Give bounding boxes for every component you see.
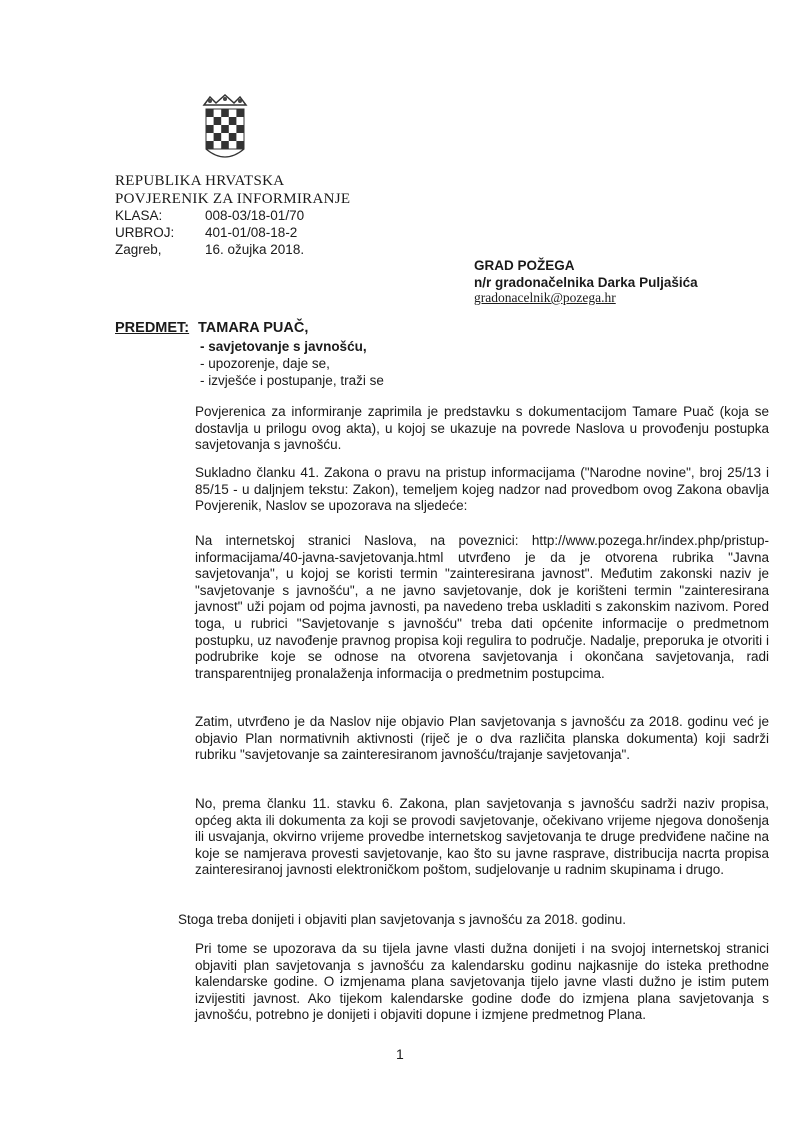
recipient-email[interactable]: gradonacelnik@pozega.hr [474,290,616,305]
urbroj-value: 401-01/08-18-2 [205,225,298,240]
meta-date [115,242,304,257]
date-value: 16. ožujka 2018. [205,242,305,257]
letterhead-country: REPUBLIKA HRVATSKA [115,173,285,189]
subject-line-3: - izvješće i postupanje, traži se [200,373,384,388]
paragraph-6: Stoga treba donijeti i objaviti plan savjetovanja s javnošću za 2018. godinu. [177,912,627,927]
paragraph-4: Zatim, utvrđeno je da Naslov nije objavio Plan savjetovanja s javnošću za 2018. godinu već je objavio Plan normativnih aktivnosti (riječ je o dva različita planska dokumenta) koji sadrži rubriku "savjetovanje sa zainteresiranom javnošću/trajanje savjetovanja". [195,714,769,763]
coat-of-arms-icon [200,93,250,161]
place-label: Zagreb, [115,242,162,257]
meta-klasa [115,208,304,223]
page-number: 1 [396,1046,404,1062]
subject-title: TAMARA PUAČ, [198,320,309,336]
subject-line-1: - savjetovanje s javnošću, [200,339,367,354]
paragraph-3: Na internetskoj stranici Naslova, na poveznici: http://www.pozega.hr/index.php/pristup-informacijama/40-javna-savjetovanja.html utvrđeno je da je otvorena rubrika "Javna savjetovanja", u kojoj se koristi termin "zainteresirana javnost". Međutim zakonski naziv je "savjetovanje s javnošću", a ne javno savjetovanje, dok je korišteni termin "zainteresirana javnost" uži pojam od pojma javnosti, pa navedeno treba uskladiti s zakonskim nazivom. Pored toga, u rubrici "Savjetovanje s javnošću" treba dati općenite informacije o predmetnom postupku, uz navođenje pravnog propisa koji regulira to područje. Nadalje, preporuka je otvoriti i podrubrike koje se odnose na otvorena savjetovanja i okončana savjetovanja, radi transparentnijeg pronalaženja informacija o predmetnim postupcima. [195,533,769,681]
urbroj-label: URBROJ: [115,225,175,240]
paragraph-2: Sukladno članku 41. Zakona o pravu na pristup informacijama ("Narodne novine", broj 25/13 i 85/15 - u daljnjem tekstu: Zakon), temeljem kojeg nadzor nad provedbom ovog Zakona obavlja Povjerenik, Naslov se upozorava na sljedeće: [195,465,769,514]
meta-urbroj [115,225,297,240]
paragraph-5: No, prema članku 11. stavku 6. Zakona, plan savjetovanja s javnošću sadrži naziv propisa, općeg akta ili dokumenta za koji se provodi savjetovanje, očekivano vrijeme njegova donošenja ili usvajanja, okvirno vrijeme provedbe internetskog savjetovanja te druge predviđene načine na koje se namjerava provesti savjetovanje, kao što su javne rasprave, distribucija nacrta propisa zainteresiranoj javnosti elektroničkom poštom, sudjelovanje u radnim skupinama i drugo. [195,796,769,878]
paragraph-1: Povjerenica za informiranje zaprimila je predstavku s dokumentacijom Tamare Puač (koja se dostavlja u prilogu ovog akta), u kojoj se ukazuje na povrede Naslova u provođenju postupka savjetovanja s javnošću. [195,404,769,453]
subject-line-2: - upozorenje, daje se, [200,356,330,371]
recipient-name: GRAD POŽEGA [474,258,575,273]
letterhead-office: POVJERENIK ZA INFORMIRANJE [115,191,351,207]
subject-label: PREDMET: [115,320,190,336]
klasa-value: 008-03/18-01/70 [205,208,305,223]
recipient-attn: n/r gradonačelnika Darka Puljašića [474,275,698,290]
klasa-label: KLASA: [115,208,163,223]
paragraph-7: Pri tome se upozorava da su tijela javne vlasti dužna donijeti i na svojoj internetskoj stranici objaviti plan savjetovanja s javnošću za kalendarsku godinu najkasnije do isteka prethodne kalendarske godine. O izmjenama plana savjetovanja tijelo javne vlasti dužno je istim putem izvijestiti javnost. Ako tijekom kalendarske godine dođe do izmjena plana savjetovanja s javnošću, potrebno je donijeti i objaviti dopune i izmjene predmetnog Plana. [195,941,769,1023]
